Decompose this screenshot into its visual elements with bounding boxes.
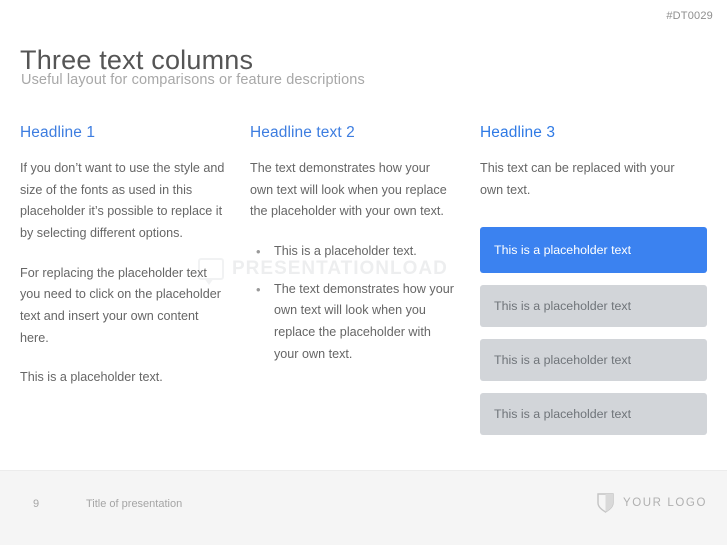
column-2-paragraph-1: The text demonstrates how your own text will look when you replace the placeholder with your own text. [250,161,447,219]
document-code: #DT0029 [666,10,713,22]
shield-icon [597,493,614,513]
placeholder-box-4[interactable]: This is a placeholder text [480,393,707,435]
columns-container [20,124,710,447]
column-2 [250,124,480,447]
placeholder-box-1[interactable]: This is a placeholder text [480,227,707,273]
column-3-box-list [480,227,686,435]
column-3-heading: Headline 3 [480,124,556,141]
column-1-paragraph-1: If you don’t want to use the style and size of the fonts as used in this placeholder it’s possible to replace it by selecting different options. [20,161,225,240]
column-1-paragraph-2: For replacing the placeholder text you need to click on the placeholder text and insert your own content here. [20,265,221,345]
column-2-heading: Headline text 2 [250,124,355,141]
logo [597,493,707,513]
watermark-text: PRESENTATIONLOAD [232,258,448,279]
column-3-paragraph-1: This text can be replaced with your own text. [480,161,675,197]
page-title: Three text columns [20,45,254,76]
page-number: 9 [33,498,40,510]
column-1 [20,124,250,447]
column-1-paragraph-3: This is a placeholder text. [20,370,163,385]
logo-text: YOUR LOGO [622,497,707,509]
list-item: • This is a placeholder text. [250,241,456,263]
column-3 [480,124,710,447]
footer-title: Title of presentation [86,498,183,510]
list-item: • The text demonstrates how your own text will look when you replace the placeholder with your own text. [250,279,456,366]
column-2-bullet-list [250,241,456,365]
page-subtitle: Useful layout for comparisons or feature descriptions [21,72,365,88]
placeholder-box-3[interactable]: This is a placeholder text [480,339,707,381]
placeholder-box-2[interactable]: This is a placeholder text [480,285,707,327]
column-1-heading: Headline 1 [20,124,96,141]
